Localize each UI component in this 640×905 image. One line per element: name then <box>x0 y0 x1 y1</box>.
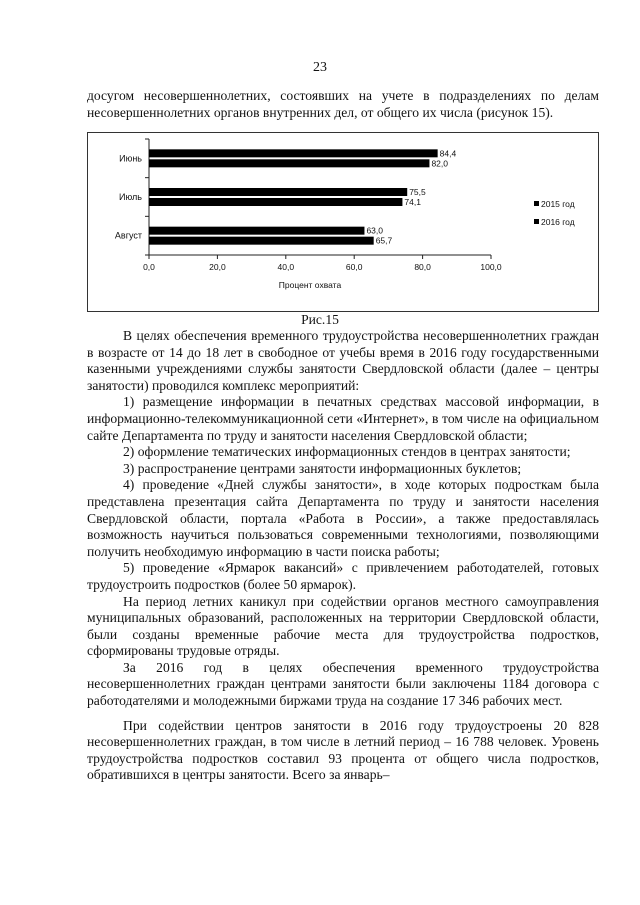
x-tick-label: 40,0 <box>277 262 295 272</box>
paragraph-9: При содействии центров занятости в 2016 году трудоустроены 20 828 несовершеннолетних граждан, в том числе в летний период – 16 788 человек. Уровень трудоустройства подростков составил 93 процента от общего числа подростков, обратившихся в центры занятости. Всего за январь– <box>87 717 599 783</box>
legend-label: 2016 год <box>541 217 575 227</box>
legend-swatch <box>534 201 539 206</box>
category-label: Июнь <box>119 153 142 164</box>
bar-Июль-2016 год <box>149 198 402 206</box>
category-label: Июль <box>119 192 142 202</box>
x-axis-label: Процент охвата <box>278 280 342 290</box>
page-number: 23 <box>313 60 327 75</box>
x-tick-label: 100,0 <box>480 262 502 272</box>
paragraph-2: 1) размещение информации в печатных средствах массовой информации, в информационно-телекоммуникационной сети «Интернет», в том числе на официальном сайте Департамента по труду и занятости населения Свердловской области; <box>87 394 599 443</box>
bar-chart <box>88 133 600 313</box>
data-label: 65,7 <box>375 235 393 246</box>
x-tick-label: 0,0 <box>143 262 155 272</box>
bar-Июль-2015 год <box>149 188 407 196</box>
category-label: Август <box>114 230 142 241</box>
paragraph-4: 3) распространение центрами занятости информационных буклетов; <box>123 460 522 476</box>
paragraph-5: 4) проведение «Дней службы занятости», в ходе которых подросткам была представлена презентация сайта Департамента по труду и занятости населения Свердловской области, портала «Работа в России», а также предоставлялась возможность научиться пользоваться современными технологиями, позволяющими получить необходимую информацию в части поиска работы; <box>87 477 599 559</box>
x-tick-label: 60,0 <box>345 262 363 272</box>
bar-Июнь-2016 год <box>149 159 429 167</box>
bar-chart-figure <box>87 132 599 312</box>
data-label: 63,0 <box>366 225 384 236</box>
paragraph-3: 2) оформление тематических информационных стендов в центрах занятости; <box>123 444 571 460</box>
paragraph-8: За 2016 год в целях обеспечения временного трудоустройства несовершеннолетних граждан центрами занятости были заключены 1184 договора с работодателями и молодежными биржами труда на создание 17 346 рабочих мест. <box>87 659 599 709</box>
labels-layer <box>115 148 575 290</box>
data-label: 74,1 <box>404 197 421 207</box>
bar-Август-2016 год <box>149 237 374 245</box>
paragraph-6: 5) проведение «Ярмарок вакансий» с привлечением работодателей, готовых трудоустроить подростков (более 50 ярмарок). <box>87 560 599 592</box>
intro-paragraph: досугом несовершеннолетних, состоявших на учете в подразделениях по делам несовершеннолетних органов внутренних дел, от общего их числа (рисунок 15). <box>87 88 599 120</box>
legend-swatch <box>534 219 539 224</box>
paragraph-1: В целях обеспечения временного трудоустройства несовершеннолетних граждан в возрасте от 14 до 18 лет в свободное от учебы время в 2016 году государственными казенными учреждениями службы занятости Свердловской области (далее – центры занятости) проводился комплекс мероприятий: <box>87 328 599 393</box>
figure-caption: Рис.15 <box>301 312 339 327</box>
bar-Июнь-2015 год <box>149 149 438 157</box>
data-label: 75,5 <box>409 187 426 197</box>
x-tick-label: 20,0 <box>209 262 226 272</box>
legend-label: 2015 год <box>541 199 575 209</box>
data-label: 84,4 <box>439 148 457 159</box>
x-tick-label: 80,0 <box>414 262 431 272</box>
paragraph-7: На период летних каникул при содействии органов местного самоуправления муниципальных образований, расположенных на территории Свердловской области, были созданы временные рабочие места для трудоустройства подростков, сформированы трудовые отряды. <box>87 593 599 659</box>
bar-Август-2015 год <box>149 227 364 235</box>
data-label: 82,0 <box>431 158 448 169</box>
body-text <box>87 328 599 784</box>
